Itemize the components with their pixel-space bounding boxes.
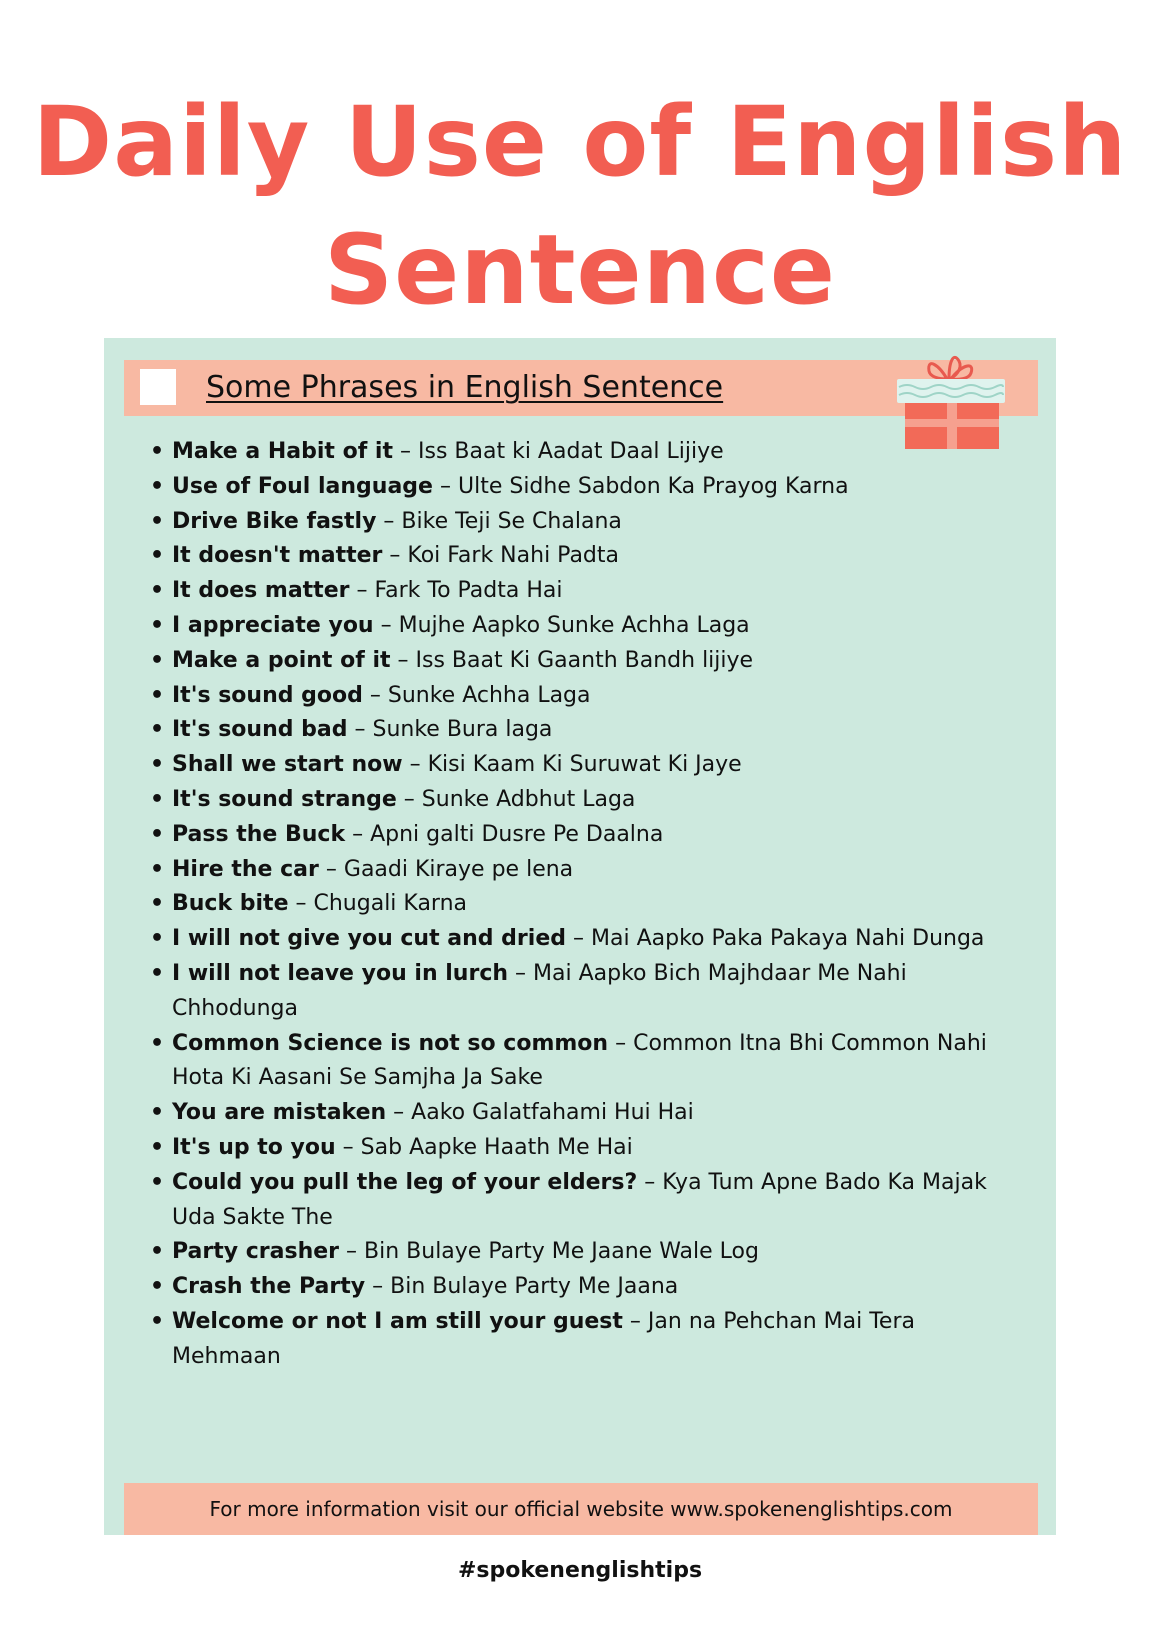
phrase-separator: –	[347, 717, 373, 743]
phrase-item	[146, 818, 996, 853]
phrase-english: Buck bite	[172, 891, 289, 917]
phrase-meaning: Aako Galatfahami Hui Hai	[411, 1100, 694, 1126]
phrase-item	[146, 1096, 996, 1131]
phrase-meaning: Bin Bulaye Party Me Jaane Wale Log	[364, 1239, 759, 1265]
phrase-separator: –	[362, 682, 388, 708]
phrase-meaning: Mai Aapko Paka Pakaya Nahi Dunga	[591, 926, 985, 952]
phrase-item	[146, 922, 996, 957]
phrase-english: Hire the car	[172, 856, 319, 882]
phrase-item	[146, 644, 996, 679]
phrase-english: Shall we start now	[172, 752, 403, 778]
phrase-item	[146, 748, 996, 783]
phrase-meaning: Iss Baat Ki Gaanth Bandh lijiye	[415, 647, 754, 673]
phrase-english: Could you pull the leg of your elders?	[172, 1169, 638, 1195]
phrase-english: Pass the Buck	[172, 821, 346, 847]
phrase-meaning: Mai Aapko Bich Majhdaar Me Nahi Chhodunga	[172, 960, 907, 1021]
phrase-item	[146, 887, 996, 922]
phrase-separator: –	[622, 1308, 648, 1334]
phrase-english: Welcome or not I am still your guest	[172, 1308, 623, 1334]
phrase-item	[146, 679, 996, 714]
footer-info: For more information visit our official website www.spokenenglishtips.com	[124, 1483, 1038, 1535]
phrase-item	[146, 1131, 996, 1166]
phrase-english: Party crasher	[172, 1239, 340, 1265]
phrase-separator: –	[386, 1100, 412, 1126]
phrase-separator: –	[365, 1274, 391, 1300]
phrase-english: Common Science is not so common	[172, 1030, 609, 1056]
phrase-separator: –	[335, 1134, 361, 1160]
phrase-item	[146, 783, 996, 818]
phrase-separator: –	[349, 578, 375, 604]
phrase-english: It's up to you	[172, 1134, 336, 1160]
phrase-separator: –	[566, 926, 591, 952]
phrase-meaning: Sunke Bura laga	[372, 717, 553, 743]
phrase-meaning: Kisi Kaam Ki Suruwat Ki Jaye	[427, 752, 742, 778]
phrase-english: It's sound bad	[172, 717, 348, 743]
phrases-panel	[104, 338, 1056, 1535]
page-title	[0, 78, 1160, 334]
phrase-item	[146, 853, 996, 888]
phrase-separator: –	[608, 1030, 634, 1056]
phrase-separator: –	[402, 752, 428, 778]
phrase-item	[146, 713, 996, 748]
phrase-english: I will not leave you in lurch	[172, 960, 509, 986]
phrase-english: I appreciate you	[172, 612, 374, 638]
phrase-separator: –	[637, 1169, 663, 1195]
phrase-item	[146, 1027, 996, 1097]
phrase-item	[146, 1235, 996, 1270]
phrase-meaning: Jan na Pehchan Mai Tera Mehmaan	[172, 1308, 915, 1369]
phrase-item	[146, 435, 996, 470]
phrase-item	[146, 1166, 996, 1236]
checkbox-square-icon	[140, 369, 176, 405]
phrase-english: Make a point of it	[172, 647, 391, 673]
phrase-english: It does matter	[172, 578, 350, 604]
phrase-separator: –	[432, 473, 458, 499]
phrase-separator: –	[373, 612, 399, 638]
title-line-2: Sentence	[324, 214, 836, 326]
phrase-meaning: Bike Teji Se Chalana	[401, 508, 622, 534]
phrase-meaning: Koi Fark Nahi Padta	[407, 543, 620, 569]
phrase-english: Crash the Party	[172, 1274, 366, 1300]
phrase-separator: –	[393, 439, 418, 464]
hashtag: #spokenenglishtips	[457, 1558, 703, 1583]
phrase-meaning: Ulte Sidhe Sabdon Ka Prayog Karna	[457, 473, 849, 499]
phrase-item	[146, 1305, 996, 1375]
phrase-english: It's sound good	[172, 682, 363, 708]
section-heading: Some Phrases in English Sentence	[206, 370, 724, 405]
phrase-separator: –	[339, 1239, 365, 1265]
phrase-meaning: Sab Aapke Haath Me Hai	[360, 1134, 633, 1160]
phrase-item	[146, 574, 996, 609]
phrase-meaning: Mujhe Aapko Sunke Achha Laga	[398, 612, 750, 638]
phrase-meaning: Gaadi Kiraye pe lena	[343, 856, 574, 882]
phrase-item	[146, 505, 996, 540]
phrase-meaning: Kya Tum Apne Bado Ka Majak Uda Sakte The	[172, 1169, 987, 1230]
phrase-item	[146, 470, 996, 505]
phrase-item	[146, 539, 996, 574]
phrase-english: Use of Foul language	[172, 473, 433, 499]
phrase-english: It doesn't matter	[172, 543, 383, 569]
phrase-meaning: Apni galti Dusre Pe Daalna	[370, 821, 664, 847]
phrase-english: Make a Habit of it	[172, 439, 393, 464]
phrase-item	[146, 957, 996, 1027]
phrase-separator: –	[345, 821, 371, 847]
phrase-meaning: Sunke Achha Laga	[387, 682, 591, 708]
phrase-meaning: Fark To Padta Hai	[374, 578, 563, 604]
phrase-separator: –	[508, 960, 534, 986]
phrase-separator: –	[288, 891, 314, 917]
phrase-meaning: Bin Bulaye Party Me Jaana	[390, 1274, 679, 1300]
phrase-meaning: Iss Baat ki Aadat Daal Lijiye	[418, 439, 724, 464]
phrase-separator: –	[318, 856, 344, 882]
title-line-1: Daily Use of English	[32, 86, 1128, 198]
phrase-list	[146, 435, 996, 1375]
phrase-separator: –	[396, 786, 422, 812]
phrase-item	[146, 1270, 996, 1305]
phrase-item	[146, 609, 996, 644]
phrase-meaning: Sunke Adbhut Laga	[421, 786, 636, 812]
phrase-english: You are mistaken	[172, 1100, 387, 1126]
phrase-english: It's sound strange	[172, 786, 397, 812]
phrase-english: Drive Bike fastly	[172, 508, 377, 534]
phrase-separator: –	[376, 508, 402, 534]
phrase-meaning: Common Itna Bhi Common Nahi Hota Ki Aasani Se Samjha Ja Sake	[172, 1030, 987, 1091]
phrase-meaning: Chugali Karna	[313, 891, 468, 917]
phrase-separator: –	[390, 647, 416, 673]
phrase-english: I will not give you cut and dried	[172, 926, 566, 952]
phrase-separator: –	[382, 543, 408, 569]
